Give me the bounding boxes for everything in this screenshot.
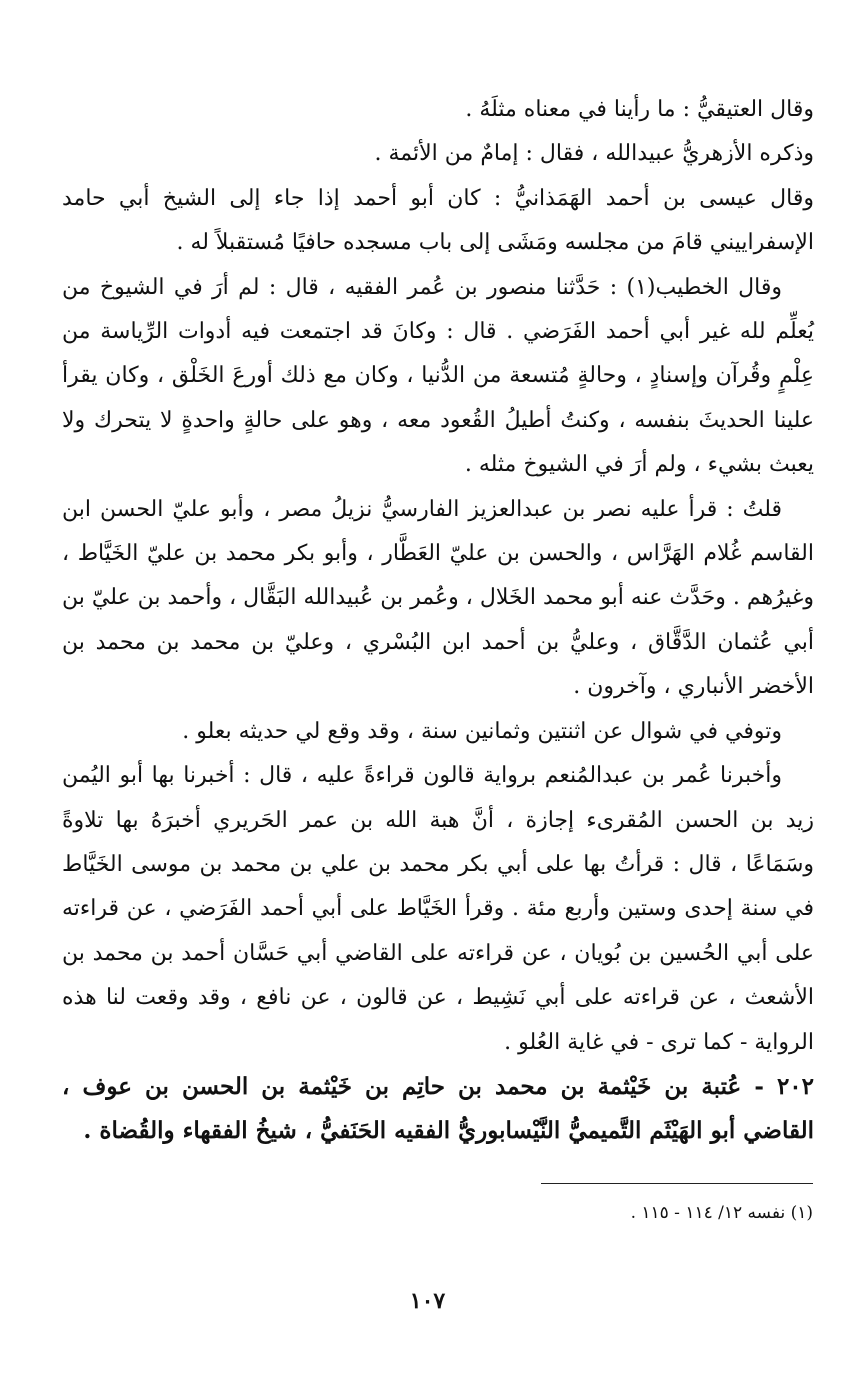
paragraph-3: وقال عيسى بن أحمد الهَمَذانيُّ : كان أبو أحمد إذا جاء إلى الشيخ أبي حامد الإسفراييني قامَ من مجلسه ومَشَى إلى باب مسجده حافيًا مُستقبلاً له . [62,185,814,256]
entry-heading: ٢٠٢ - عُتبة بن خَيْثمة بن محمد بن حاتِم بن خَيْثمة بن الحسن بن عوف ، القاضي أبو الهَيْثَم التَّميميُّ النَّيْسابوريُّ الفقيه الحَنَفيُّ ، شيخُ الفقهاء والقُضاة . [62,1072,814,1145]
footnote: (١) نفسه ١٢/ ١١٤ - ١١٥ . [630,1203,813,1223]
page-number: ١٠٧ [409,1288,446,1314]
paragraph-6: وتوفي في شوال عن اثنتين وثمانين سنة ، وقد وقع لي حديثه بعلو . [182,718,782,744]
paragraph-4: وقال الخطيب(١) : حَدَّثنا منصور بن عُمر الفقيه ، قال : لم أرَ في الشيوخ من يُعلِّم لله غير أبي أحمد الفَرَضي . قال : وكانَ قد اجتمعت فيه أدوات الرِّياسة من عِلْمٍ وقُرآن وإسنادٍ ، وحالةٍ مُتسعة من الدُّنيا ، وكان مع ذلك أورعَ الخَلْق ، وكان يقرأ علينا الحديثَ بنفسه ، وكنتُ أطيلُ القُعود معه ، وهو على حالةٍ واحدةٍ لا يتحرك ولا يعبث بشيء ، ولم أرَ في الشيوخ مثله . [62,274,814,478]
paragraph-7: وأخبرنا عُمر بن عبدالمُنعم برواية قالون قراءةً عليه ، قال : أخبرنا بها أبو اليُمن زيد بن الحسن المُقرىء إجازة ، أنَّ هبة الله بن عمر الحَريري أخبرَهُ بها تلاوةً وسَمَاعًا ، قال : قرأتُ بها على أبي بكر محمد بن علي بن محمد بن موسى الخَيَّاط في سنة إحدى وستين وأربع مئة . وقرأ الخَيَّاط على أبي أحمد الفَرَضي ، عن قراءته على أبي الحُسين بن بُويان ، عن قراءته على القاضي أبي حَسَّان أحمد بن محمد بن الأشعث ، عن قراءته على أبي نَشِيط ، عن قالون ، عن نافع ، وقد وقعت لنا هذه الرواية - كما ترى - في غاية العُلو . [62,763,815,1055]
main-text [62,88,814,1154]
paragraph-5: قلتُ : قرأ عليه نصر بن عبدالعزيز الفارسيُّ نزيلُ مصر ، وأبو عليّ الحسن ابن القاسم غُلام الهَرَّاس ، والحسن بن عليّ العَطَّار ، وأبو بكر محمد بن عليّ الخَيَّاط ، وغيرُهم . وحَدَّث عنه أبو محمد الخَلال ، وعُمر بن عُبيدالله البَقَّال ، وأحمد بن عليّ بن أبي عُثمان الدَّقَّاق ، وعليُّ بن أحمد ابن البُسْري ، وعليّ بن محمد بن محمد بن الأخضر الأنباري ، وآخرون . [62,496,814,700]
footnote-divider [541,1183,813,1184]
paragraph-1: وقال العتيقيُّ : ما رأينا في معناه مثلَهُ . [465,97,814,122]
paragraph-2: وذكره الأزهريُّ عبيدالله ، فقال : إمامٌ من الأئمة . [374,141,814,167]
